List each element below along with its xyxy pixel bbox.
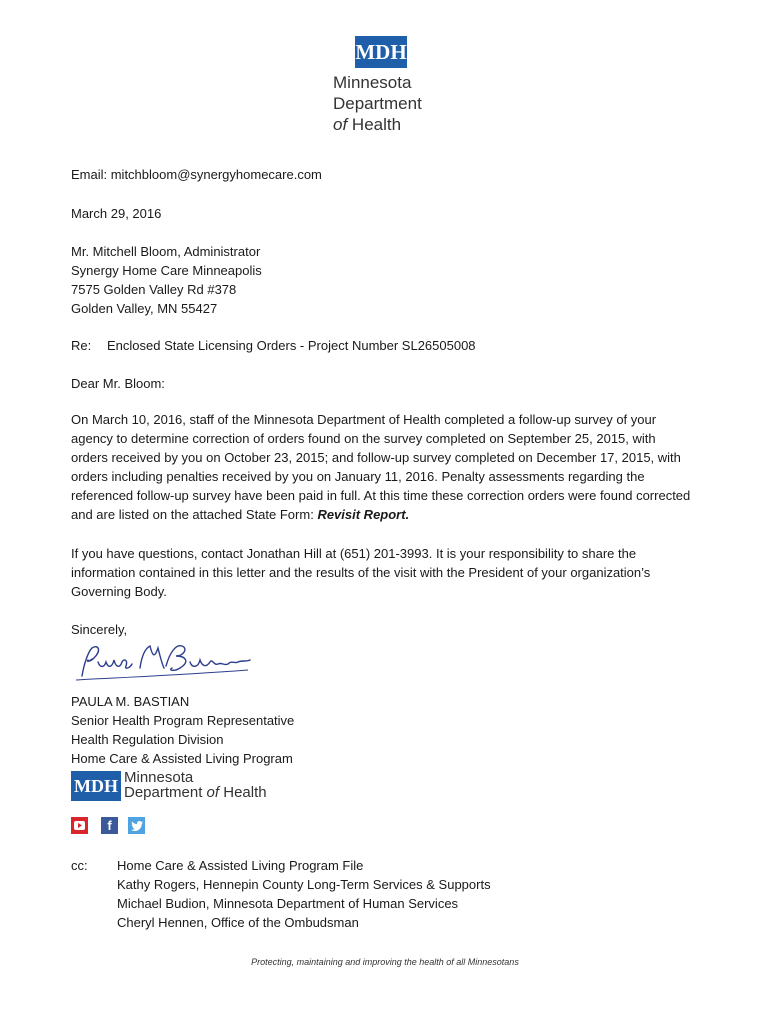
- cc-item: Michael Budion, Minnesota Department of Human Services: [117, 896, 459, 911]
- body-paragraph-1: On March 10, 2016, staff of the Minnesota Department of Health completed a follow-up survey of your agency to determine correction of orders found on the survey completed on September 25, 2015, with orders received by you on October 23, 2015; and follow-up survey completed on December 17, 2015, with orders including penalties received by you on January 11, 2016. Penalty assessments regarding the referenced follow-up survey have been paid in full. At this time these correction orders were found corrected and are listed on the attached State Form: Revisit Report.: [71, 412, 691, 522]
- mdh-logo-name: [333, 72, 443, 135]
- recipient-street: 7575 Golden Valley Rd #378: [71, 282, 237, 297]
- signer-name: PAULA M. BASTIAN: [71, 694, 190, 709]
- mdh-logo-mark: MDH: [355, 36, 407, 68]
- recipient-name: Mr. Mitchell Bloom, Administrator: [71, 244, 261, 259]
- recipient-city: Golden Valley, MN 55427: [71, 301, 218, 316]
- email-line: Email: mitchbloom@synergyhomecare.com: [71, 167, 322, 182]
- mdh-logo: [333, 36, 443, 135]
- mdh-footer-logo-name: Minnesota Department of Health: [124, 769, 267, 801]
- cc-item: Home Care & Assisted Living Program File: [117, 858, 364, 873]
- mdh-logo-line1: Minnesota: [333, 73, 412, 92]
- signature: [68, 640, 253, 684]
- mdh-logo-line3: of Health: [333, 115, 402, 134]
- mdh-footer-logo-mark: MDH: [71, 771, 121, 801]
- closing: Sincerely,: [71, 622, 128, 637]
- re-label: Re:: [71, 338, 92, 353]
- mdh-footer-logo: [71, 771, 301, 801]
- recipient-address: [71, 242, 262, 318]
- footer-tagline: Protecting, maintaining and improving the health of all Minnesotans: [251, 957, 519, 967]
- revisit-report-emphasis: Revisit Report.: [317, 507, 410, 522]
- signer-program: Home Care & Assisted Living Program: [71, 751, 293, 766]
- youtube-icon[interactable]: [71, 817, 88, 834]
- re-subject: Enclosed State Licensing Orders - Project Number SL26505008: [107, 338, 476, 353]
- facebook-icon[interactable]: f: [101, 817, 118, 834]
- cc-list: [117, 856, 491, 932]
- salutation: Dear Mr. Bloom:: [71, 376, 165, 391]
- signer-division: Health Regulation Division: [71, 732, 224, 747]
- play-icon: [74, 821, 85, 830]
- recipient-company: Synergy Home Care Minneapolis: [71, 263, 262, 278]
- signer-block: [71, 692, 294, 768]
- bird-icon: [131, 821, 143, 831]
- body-paragraph-2: If you have questions, contact Jonathan Hill at (651) 201-3993. It is your responsibility to share the information contained in this letter and the results of the visit with the President of your organization’s Governing Body.: [71, 546, 651, 599]
- twitter-icon[interactable]: [128, 817, 145, 834]
- signer-title: Senior Health Program Representative: [71, 713, 295, 728]
- cc-item: Kathy Rogers, Hennepin County Long-Term Services & Supports: [117, 877, 491, 892]
- cc-item: Cheryl Hennen, Office of the Ombudsman: [117, 915, 359, 930]
- mdh-logo-line2: Department: [333, 94, 422, 113]
- cc-label: cc:: [71, 858, 88, 873]
- letter-date: March 29, 2016: [71, 206, 162, 221]
